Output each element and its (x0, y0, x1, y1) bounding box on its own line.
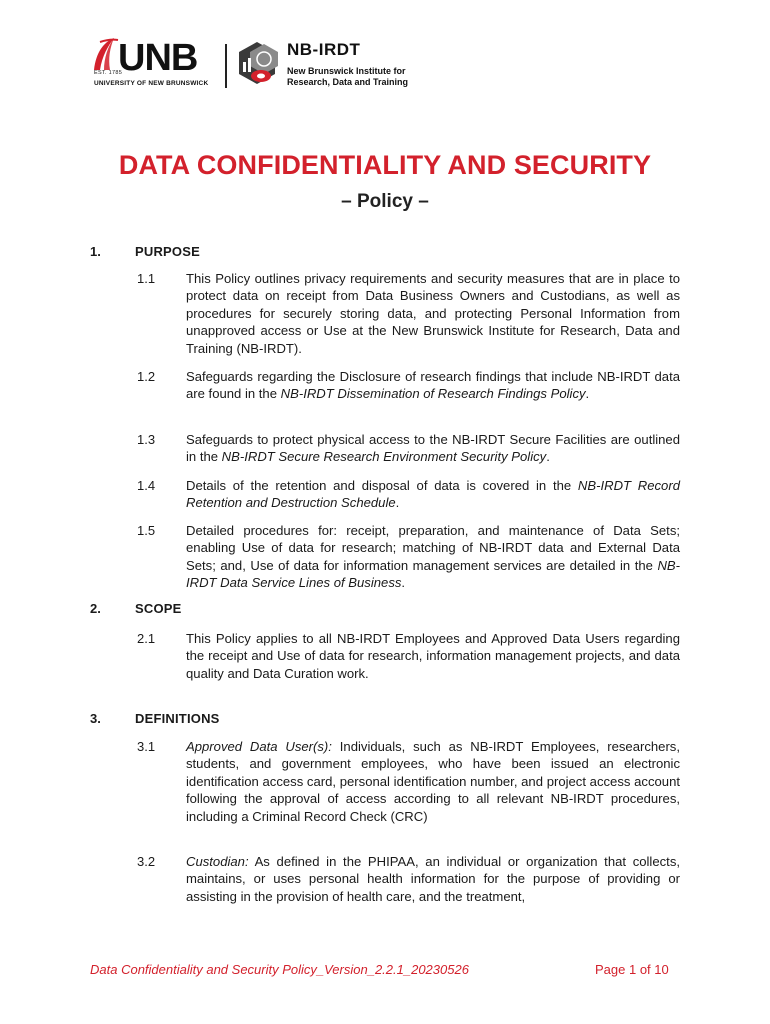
item-text-post: . (401, 575, 406, 591)
footer-document-name: Data Confidentiality and Security Policy_Version_2.2.1_20230526 (90, 962, 469, 977)
item-number: 1.4 (137, 478, 156, 493)
item-number: 1.2 (137, 369, 156, 384)
item-text-pre: Safeguards regarding the Disclosure of research findings that include NB-IRDT data are found in the (186, 369, 680, 402)
nbirdt-subtitle-line1: New Brunswick Institute for (287, 66, 406, 76)
item-text-doc-ref: NB-IRDT Secure Research Environment Security Policy (221, 449, 547, 465)
nbirdt-title: NB-IRDT (287, 40, 361, 59)
item-text-post: . (395, 495, 400, 511)
unb-subtitle: UNIVERSITY OF NEW BRUNSWICK (94, 80, 209, 87)
nbirdt-subtitle (287, 66, 408, 88)
section-number: 1. (90, 244, 101, 259)
item-text (186, 738, 680, 825)
item-number: 3.2 (137, 854, 156, 869)
unb-wordmark: UNB (118, 37, 198, 79)
item-text-doc-ref: NB-IRDT Dissemination of Research Findings Policy (280, 386, 586, 402)
item-text-post: . (585, 386, 590, 402)
document-subtitle: – Policy – (341, 191, 429, 212)
item-text (186, 368, 680, 403)
definition-term: Approved Data User(s): (186, 739, 332, 754)
item-text-pre: Safeguards to protect physical access to the NB-IRDT Secure Facilities are outlined in the (186, 432, 680, 465)
item-number: 1.3 (137, 432, 156, 447)
item-number: 2.1 (137, 631, 156, 646)
item-text: This Policy outlines privacy requirements and security measures that are in place to protect data on receipt from Data Business Owners and Custodians, as well as procedures for securely storing data, and protecting Personal Information from unapproved access or Use at the New Brunswick Institute for Research, Data and Training (NB-IRDT). (186, 271, 680, 356)
item-text-pre: Details of the retention and disposal of data is covered in the (186, 478, 578, 493)
definition-term: Custodian: (186, 854, 249, 869)
item-text-pre: Detailed procedures for: receipt, preparation, and maintenance of Data Sets; enabling Use of data for research; matching of NB-IRDT data and External Data Sets; and, Use of data for information management services are detailed in the (186, 523, 680, 573)
section-heading-scope: SCOPE (135, 601, 182, 616)
nbirdt-subtitle-line2: Research, Data and Training (287, 77, 409, 87)
unb-est-label: EST. 1785 (94, 70, 123, 76)
header-logos (88, 34, 428, 94)
item-text (186, 522, 680, 592)
item-text-doc-ref: NB-IRDT Record Retention and Destruction Schedule (186, 478, 680, 511)
item-text (186, 431, 680, 466)
section-number: 3. (90, 711, 101, 726)
definition-text: As defined in the PHIPAA, an individual or organization that collects, maintains, or uses personal health information for the purpose of providing or assisting in the provision of health care, and the treatment, (186, 854, 680, 904)
item-number: 1.1 (137, 271, 156, 286)
nbirdt-hexagon-icon (234, 40, 280, 86)
document-title: DATA CONFIDENTIALITY AND SECURITY (118, 150, 652, 180)
logo-divider (225, 44, 227, 88)
item-text-doc-ref: NB-IRDT Data Service Lines of Business (186, 557, 680, 591)
item-text (186, 477, 680, 512)
section-heading-definitions: DEFINITIONS (135, 711, 220, 726)
definition-text: Individuals, such as NB-IRDT Employees, researchers, students, and government employees, who have been issued an electronic identification access card, personal identification number, and project access account following the approval of access according to all relevant NB-IRDT procedures, including a Criminal Record Check (CRC) (186, 739, 680, 824)
footer-page-number: Page 1 of 10 (595, 962, 669, 977)
unb-logo (88, 34, 218, 92)
section-heading-purpose: PURPOSE (135, 244, 200, 259)
item-number: 3.1 (137, 739, 156, 754)
item-text (186, 853, 680, 905)
item-text-post: . (546, 449, 550, 465)
section-number: 2. (90, 601, 101, 616)
item-text: This Policy applies to all NB-IRDT Employees and Approved Data Users regarding the receipt and Use of data for research, information management projects, and data quality and Data Curation work. (186, 631, 680, 681)
item-number: 1.5 (137, 523, 156, 538)
